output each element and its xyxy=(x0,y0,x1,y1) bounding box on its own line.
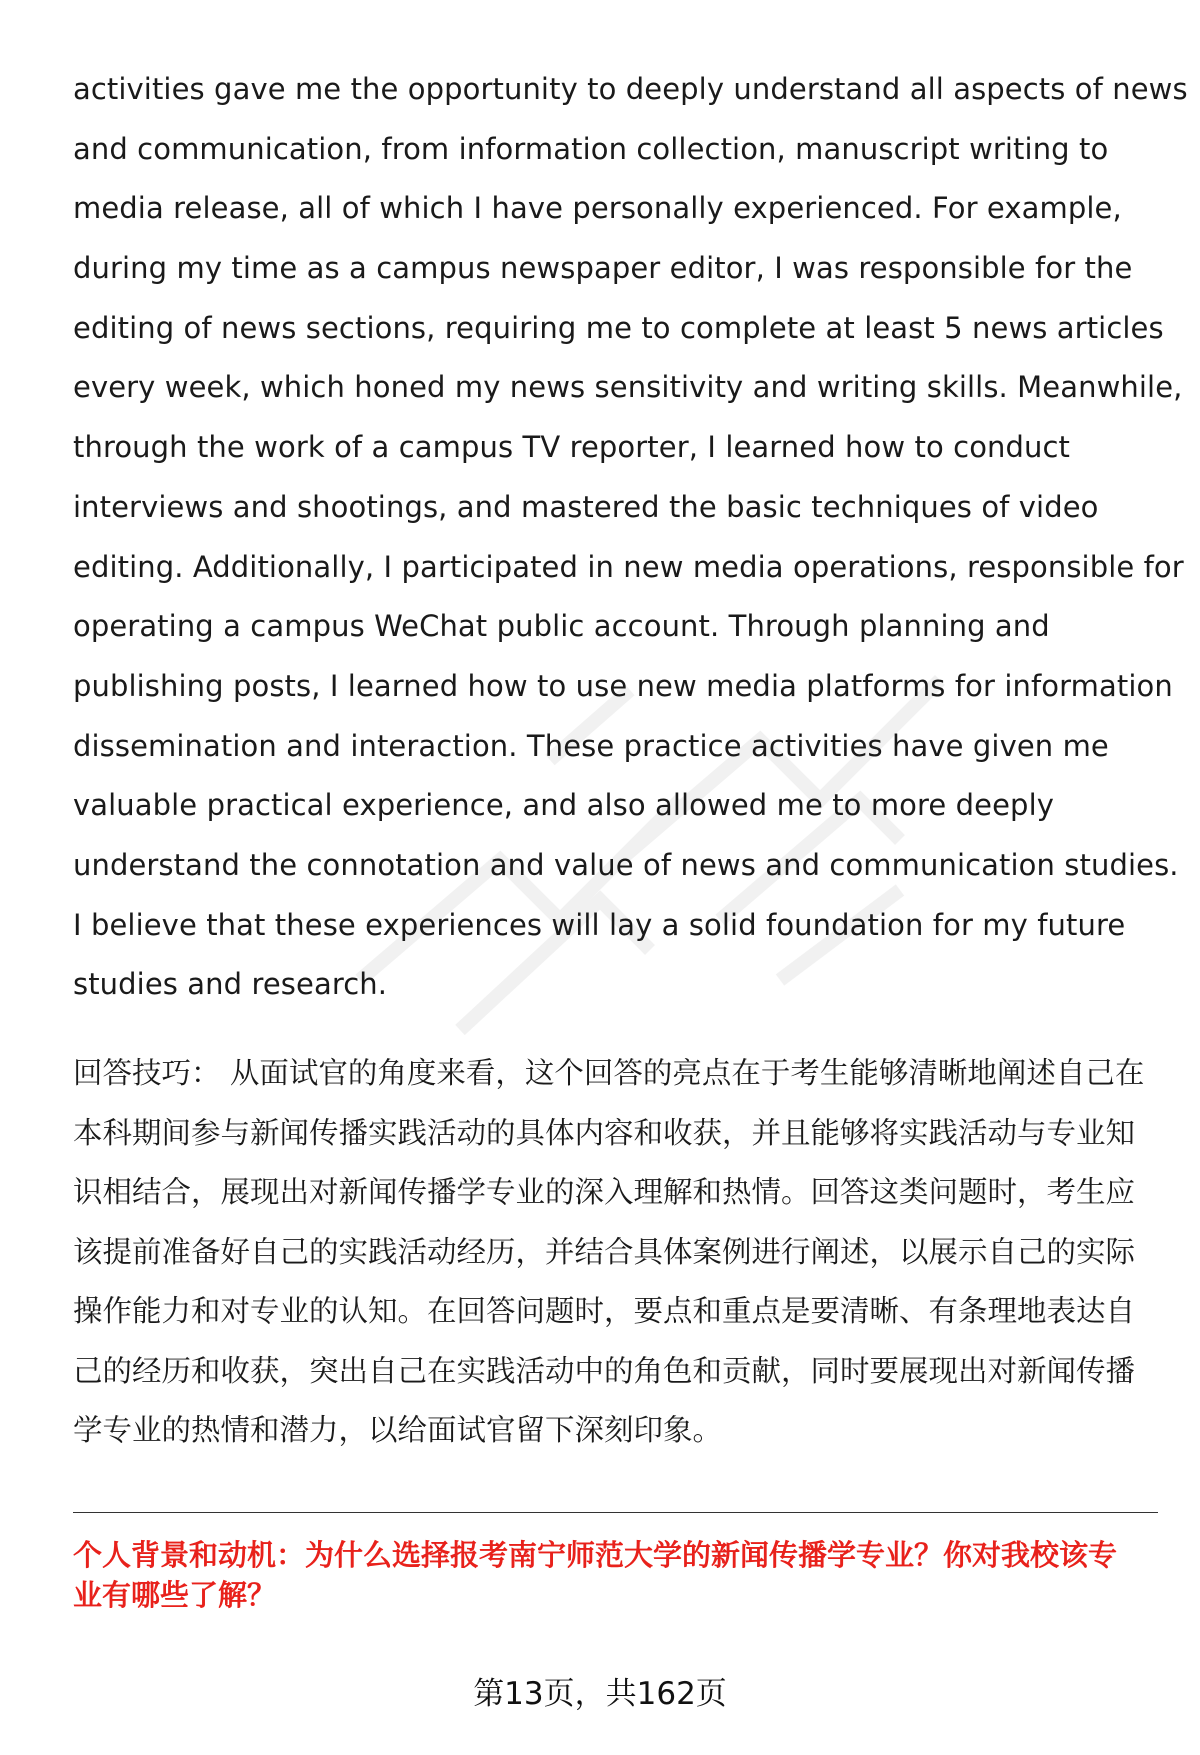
paragraph-line: studies and research. xyxy=(73,967,388,1002)
answer-tips-paragraph xyxy=(73,1044,1163,1461)
question-line: 个人背景和动机：为什么选择报考南宁师范大学的新闻传播学专业？你对我校该专 xyxy=(73,1538,1118,1572)
tips-line: 本科期间参与新闻传播实践活动的具体内容和收获，并且能够将实践活动与专业知 xyxy=(73,1115,1136,1150)
paragraph-line: operating a campus WeChat public account. Through planning and xyxy=(73,609,1050,644)
paragraph-line: media release, all of which I have personally experienced. For example, xyxy=(73,191,1122,226)
answer-english-paragraph xyxy=(73,60,1188,1015)
question-heading xyxy=(73,1535,1163,1615)
tips-line: 己的经历和收获，突出自己在实践活动中的角色和贡献，同时要展现出对新闻传播 xyxy=(73,1353,1136,1388)
tips-line: 学专业的热情和潜力，以给面试官留下深刻印象。 xyxy=(73,1413,723,1447)
paragraph-line: understand the connotation and value of news and communication studies. xyxy=(73,847,1179,882)
paragraph-line: I believe that these experiences will lay a solid foundation for my future xyxy=(73,907,1126,942)
paragraph-line: valuable practical experience, and also allowed me to more deeply xyxy=(73,788,1054,823)
paragraph-line: dissemination and interaction. These practice activities have given me xyxy=(73,728,1109,763)
tips-line: 识相结合，展现出对新闻传播学专业的深入理解和热情。回答这类问题时，考生应 xyxy=(73,1175,1136,1209)
tips-line: 该提前准备好自己的实践活动经历，并结合具体案例进行阐述，以展示自己的实际 xyxy=(73,1234,1136,1269)
paragraph-line: every week, which honed my news sensitivity and writing skills. Meanwhile, xyxy=(73,370,1183,405)
paragraph-line: and communication, from information collection, manuscript writing to xyxy=(73,131,1109,166)
question-line: 业有哪些了解？ xyxy=(73,1578,277,1612)
paragraph-line: interviews and shootings, and mastered the basic techniques of video xyxy=(73,489,1099,524)
paragraph-line: publishing posts, I learned how to use new media platforms for information xyxy=(73,668,1173,703)
section-divider xyxy=(73,1512,1158,1513)
paragraph-line: activities gave me the opportunity to deeply understand all aspects of news xyxy=(73,72,1188,106)
paragraph-line: editing. Additionally, I participated in new media operations, responsible for xyxy=(73,549,1184,584)
paragraph-line: during my time as a campus newspaper editor, I was responsible for the xyxy=(73,251,1133,286)
tips-line: 操作能力和对专业的认知。在回答问题时，要点和重点是要清晰、有条理地表达自 xyxy=(73,1294,1136,1328)
page-number-footer: 第13页，共162页 xyxy=(473,1676,727,1712)
paragraph-line: editing of news sections, requiring me to complete at least 5 news articles xyxy=(73,310,1164,345)
paragraph-line: through the work of a campus TV reporter, I learned how to conduct xyxy=(73,430,1071,465)
tips-line: 回答技巧： 从面试官的角度来看，这个回答的亮点在于考生能够清晰地阐述自己在 xyxy=(73,1056,1145,1090)
